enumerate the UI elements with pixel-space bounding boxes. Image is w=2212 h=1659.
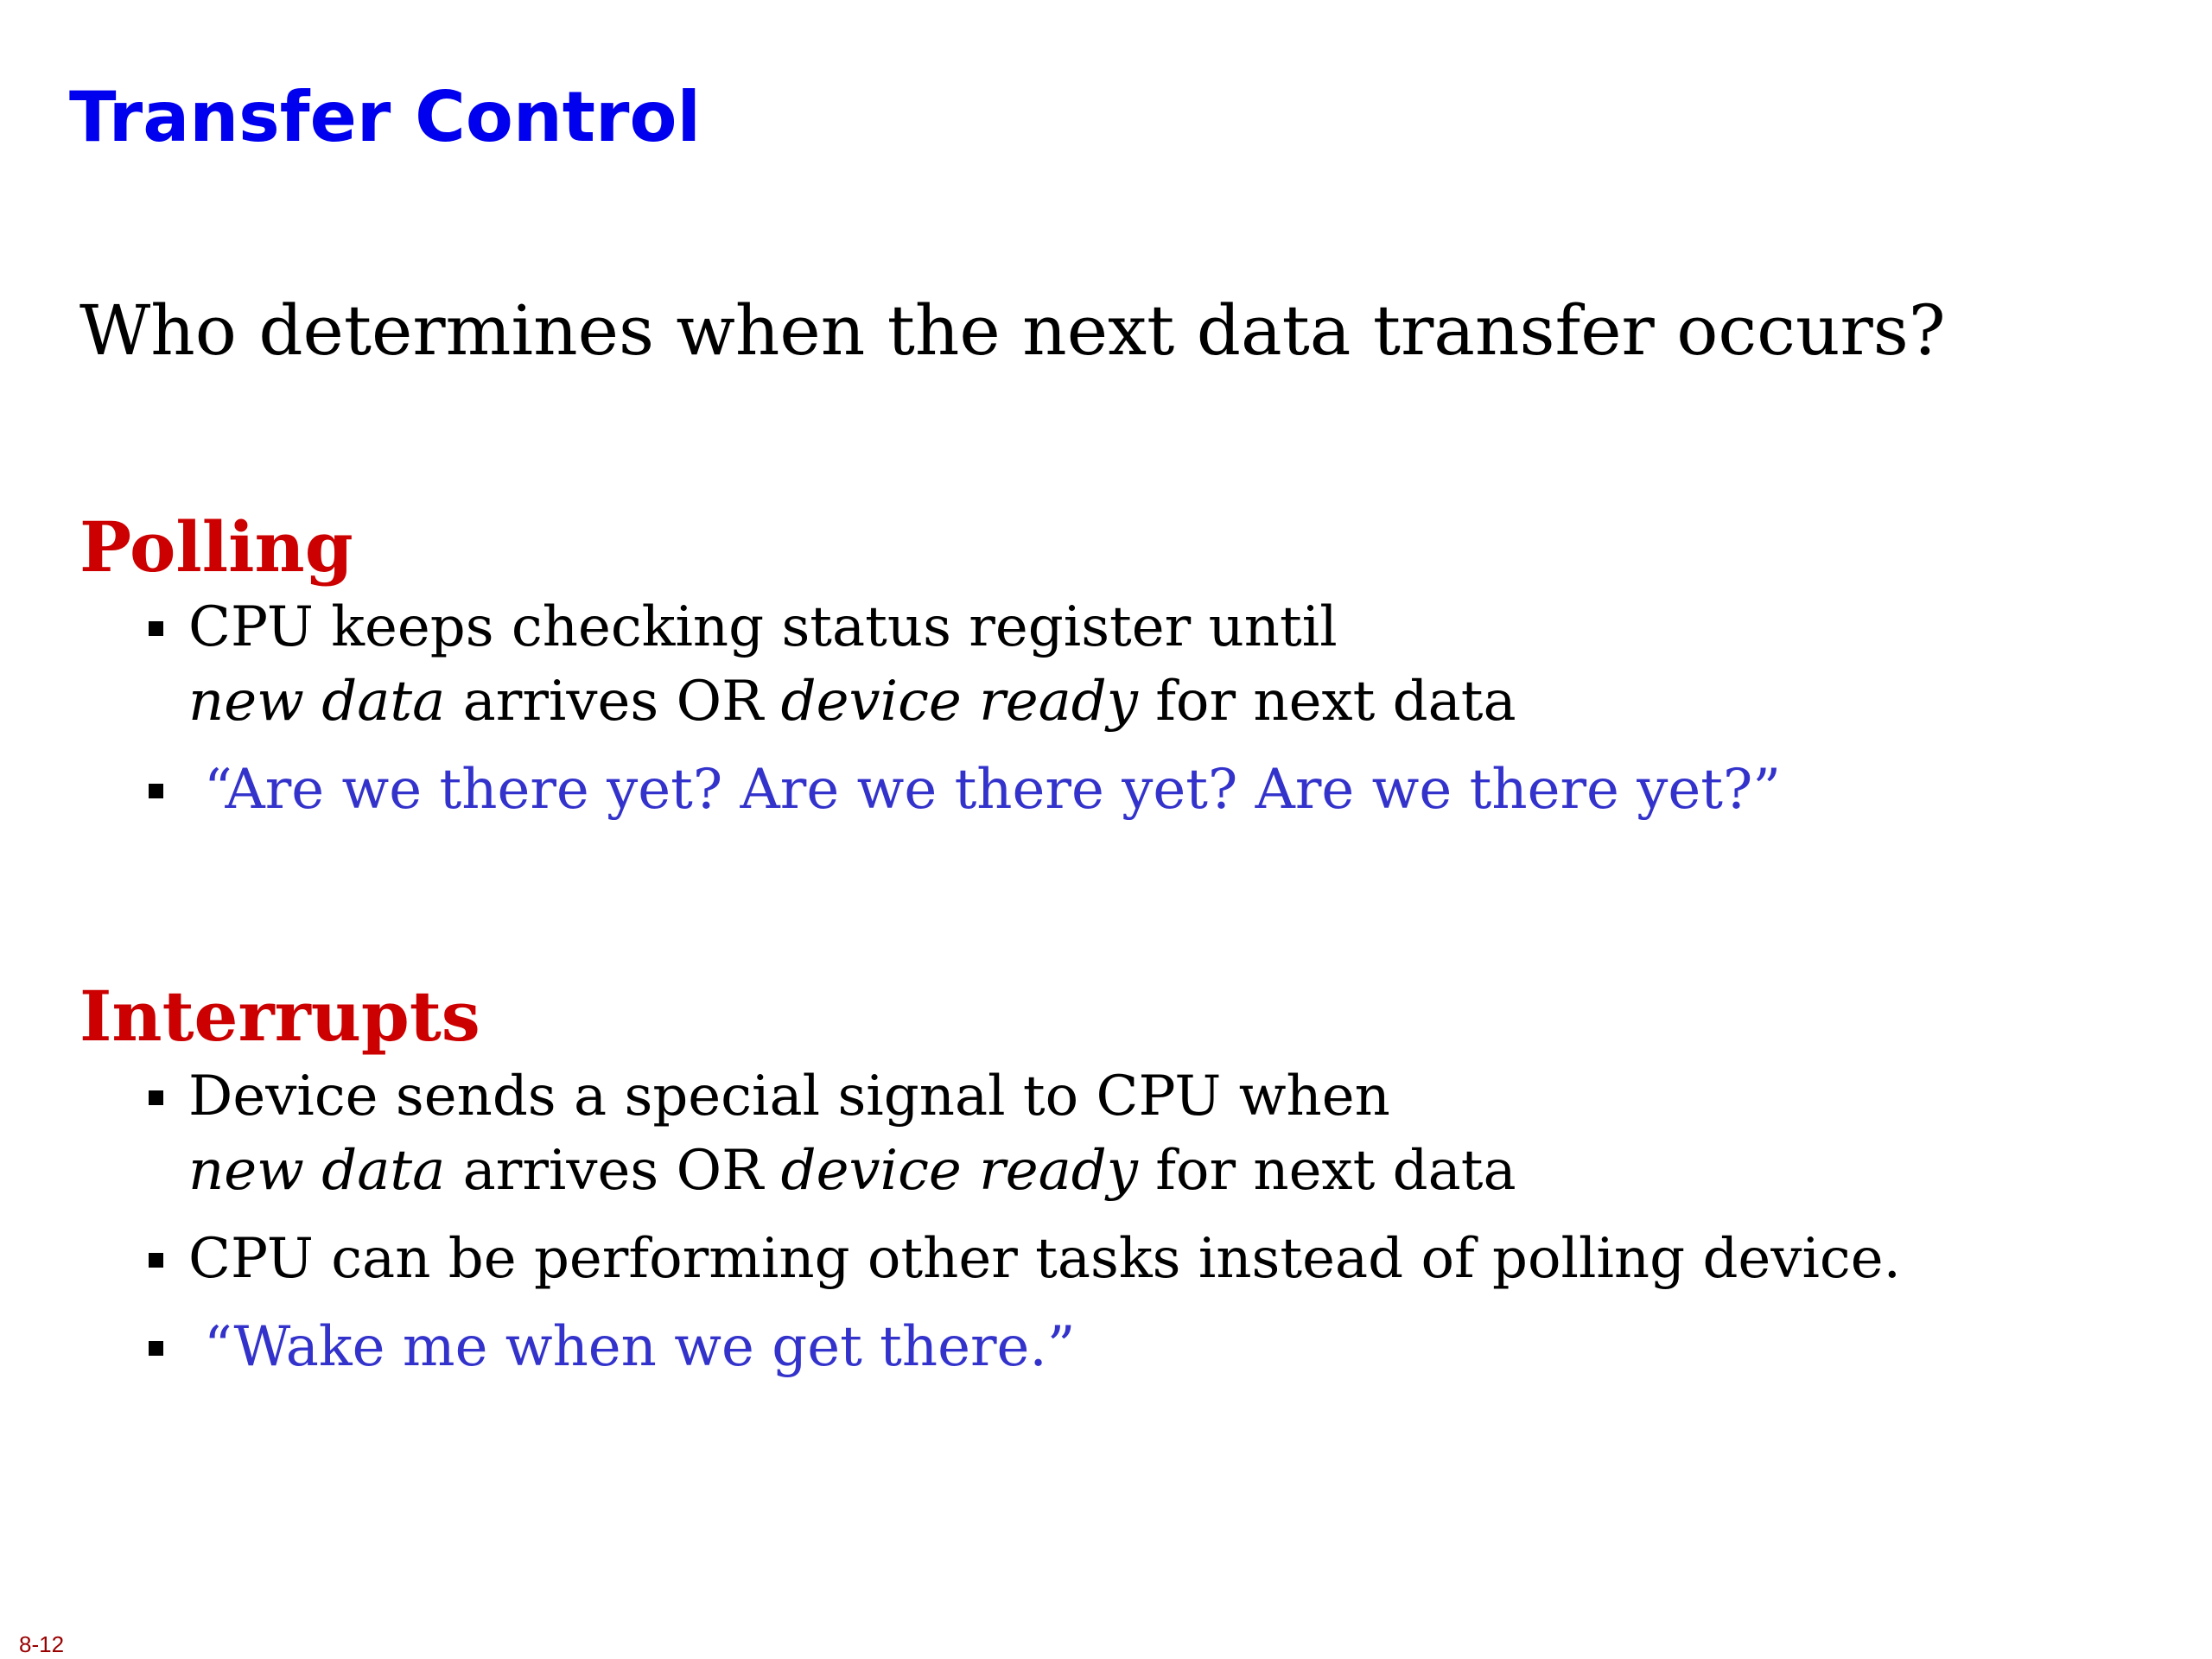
interrupts-bullet-quote <box>79 1310 2136 1384</box>
square-bullet-icon <box>149 1253 163 1268</box>
interrupts-quote: “Wake me when we get there.” <box>204 1315 1076 1379</box>
bullet-text: for next data <box>1137 670 1516 734</box>
polling-quote: “Are we there yet? Are we there yet? Are we there yet?” <box>204 758 1782 822</box>
bullet-text: for next data <box>1137 1139 1516 1203</box>
polling-section <box>79 505 2136 841</box>
polling-heading: Polling <box>79 506 353 588</box>
slide-question: Who determines when the next data transfer occurs? <box>79 290 1946 371</box>
bullet-line <box>188 1134 2136 1208</box>
interrupts-bullet-other-tasks <box>79 1222 2136 1296</box>
square-bullet-icon <box>149 1090 163 1105</box>
page-number: 8-12 <box>19 1631 65 1657</box>
bullet-line <box>188 664 2136 739</box>
square-bullet-icon <box>149 621 163 636</box>
square-bullet-icon <box>149 784 163 798</box>
polling-bullet-list <box>79 590 2136 827</box>
slide-title: Transfer Control <box>69 77 701 157</box>
interrupts-section <box>79 975 2136 1398</box>
emphasis-new-data: new data <box>188 670 446 734</box>
emphasis-device-ready: device ready <box>780 1139 1138 1203</box>
bullet-line: CPU can be performing other tasks instead of polling device. <box>188 1227 1901 1291</box>
interrupts-bullet-signal <box>79 1059 2136 1208</box>
bullet-line: CPU keeps checking status register until <box>188 595 1338 659</box>
interrupts-bullet-list <box>79 1059 2136 1384</box>
square-bullet-icon <box>149 1341 163 1356</box>
emphasis-new-data: new data <box>188 1139 446 1203</box>
interrupts-heading: Interrupts <box>79 976 480 1057</box>
polling-bullet-status-register <box>79 590 2136 739</box>
polling-bullet-quote <box>79 753 2136 827</box>
bullet-text: arrives OR <box>445 670 781 734</box>
bullet-text: arrives OR <box>445 1139 781 1203</box>
emphasis-device-ready: device ready <box>780 670 1138 734</box>
bullet-line: Device sends a special signal to CPU when <box>188 1065 1390 1128</box>
